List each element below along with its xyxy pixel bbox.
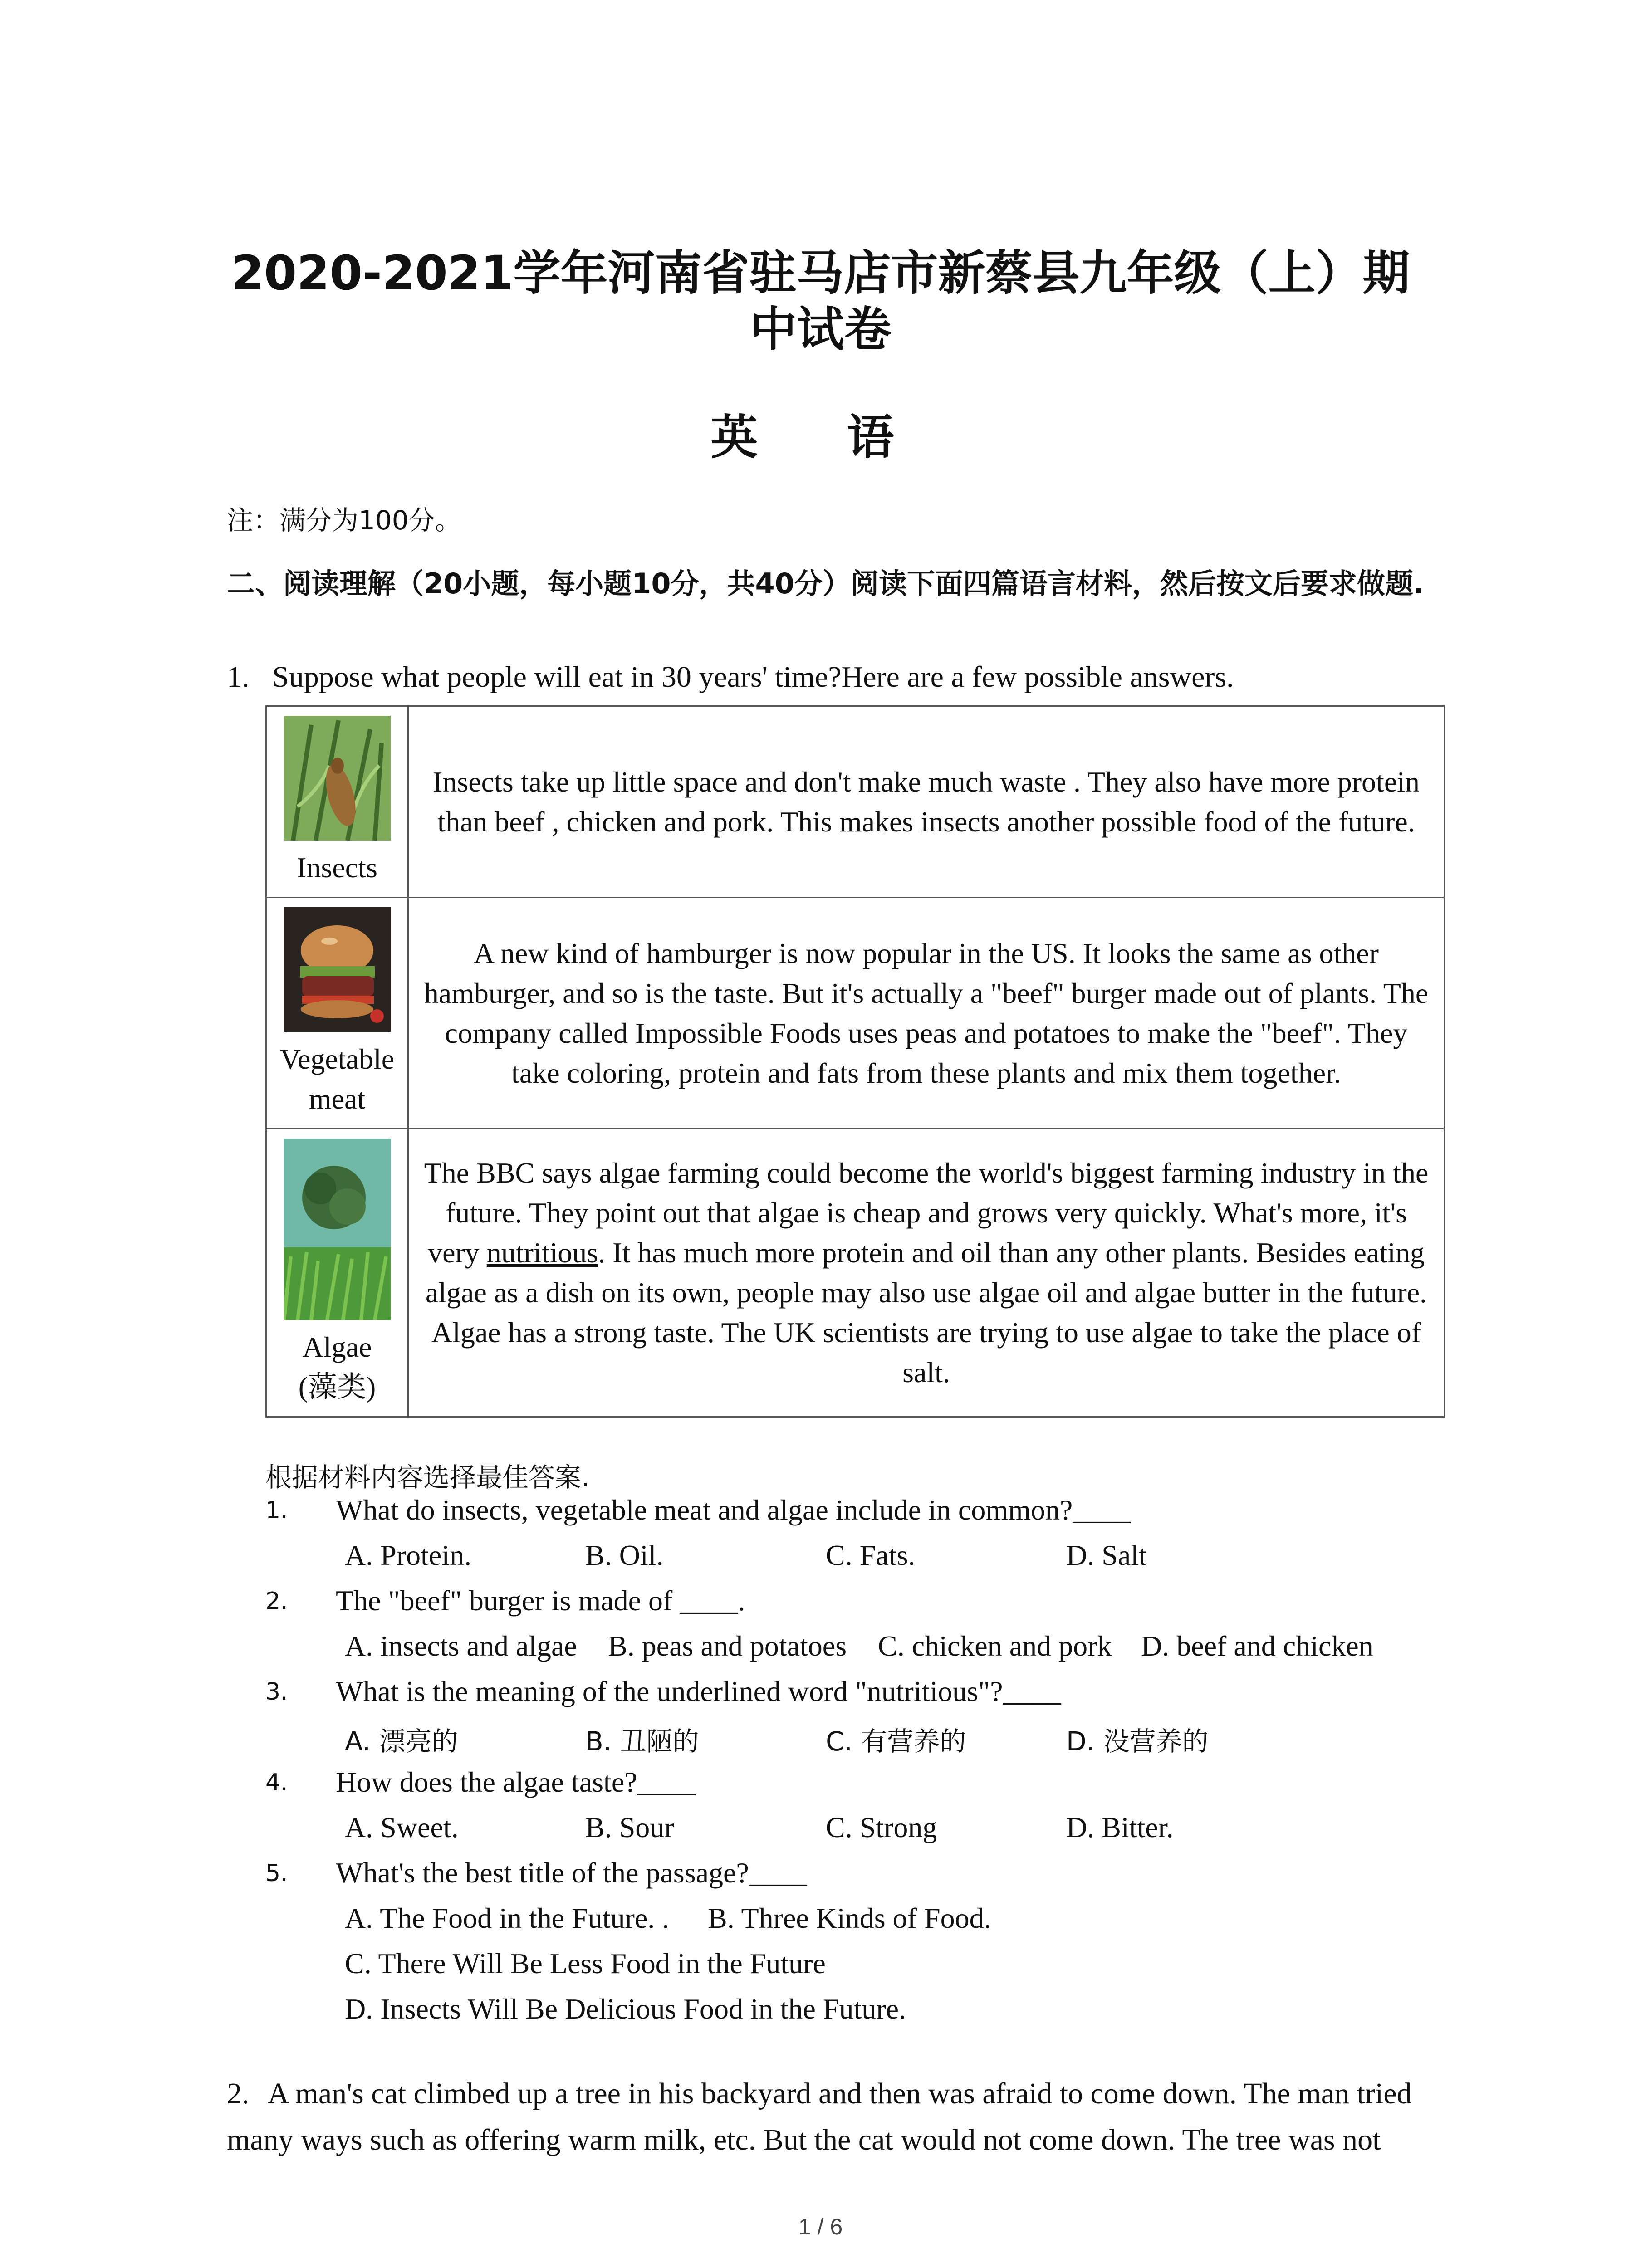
option-a[interactable]: A. The Food in the Future. . <box>345 1902 670 1934</box>
option-d[interactable]: D. Bitter. <box>1066 1811 1174 1843</box>
table-row <box>266 898 1445 1129</box>
option-d[interactable]: D. beef and chicken <box>1141 1630 1373 1662</box>
option-a[interactable]: A. insects and algae <box>345 1630 577 1662</box>
image-cell <box>266 898 408 1129</box>
sub-question-number: 5. <box>265 1860 288 1887</box>
question-number: 1. <box>227 660 250 694</box>
option-c[interactable]: C. chicken and pork <box>878 1630 1112 1662</box>
option-c[interactable]: C. There Will Be Less Food in the Future <box>345 1947 826 1980</box>
question-number: 2. <box>227 2077 250 2110</box>
text-cell: A new kind of hamburger is now popular in the US. It looks the same as other hamburger, and so is the taste. But it's actually a "beef" burger made out of plants. The company called Impossible Foods uses peas and potatoes to make the "beef". They take coloring, protein and fats from these plants and mix them together. <box>408 898 1445 1129</box>
underlined-word: nutritious <box>486 1237 598 1269</box>
sub-question-text: The "beef" burger is made of ____. <box>336 1584 745 1617</box>
score-note: 注：满分为100分。 <box>227 505 461 536</box>
image-cell <box>266 706 408 898</box>
option-b[interactable]: B. Sour <box>585 1811 674 1843</box>
option-c[interactable]: C. Strong <box>826 1811 937 1843</box>
algae-photo <box>284 1139 391 1320</box>
sub-question-text: What do insects, vegetable meat and algae include in common?____ <box>336 1494 1131 1526</box>
section-heading: 二、阅读理解（20小题，每小题10分，共40分）阅读下面四篇语言材料，然后按文后要求做题. <box>227 567 1424 600</box>
option-a[interactable]: A. Protein. <box>345 1539 472 1571</box>
row-label: Insects <box>297 851 377 884</box>
text-cell: Insects take up little space and don't make much waste . They also have more protein than beef , chicken and pork. This makes insects another possible food of the future. <box>408 706 1445 898</box>
option-d[interactable]: D. Insects Will Be Delicious Food in the Future. <box>345 1993 906 2025</box>
instruction-text: 根据材料内容选择最佳答案. <box>265 1462 590 1493</box>
grasshopper-photo <box>284 716 391 841</box>
page-number: 1 / 6 <box>798 2214 843 2239</box>
image-cell <box>266 1129 408 1417</box>
sub-question-number: 2. <box>265 1588 288 1615</box>
passage-text-part: The BBC says algae farming could become the world's biggest farming industry in the future. They point out that algae is cheap and grows very quickly. What's more, it's very <box>424 1157 1429 1269</box>
row-label: Vegetable meat <box>279 1043 395 1115</box>
table-row <box>266 1129 1445 1417</box>
option-b[interactable]: B. Three Kinds of Food. <box>708 1902 991 1934</box>
option-b[interactable]: B. peas and potatoes <box>608 1630 847 1662</box>
question-1-intro <box>227 660 1234 694</box>
sub-question-number: 3. <box>265 1678 288 1706</box>
row-label: Algae (藻类) <box>298 1331 376 1403</box>
question-intro-text: Suppose what people will eat in 30 years' time?Here are a few possible answers. <box>272 660 1234 694</box>
title-line-1: 2020-2021学年河南省驻马店市新蔡县九年级（上）期 <box>231 245 1410 301</box>
reading-passage-table <box>265 705 1445 1418</box>
document-title <box>136 245 1505 357</box>
option-b[interactable]: B. 丑陋的 <box>585 1726 699 1757</box>
sub-question-text: What's the best title of the passage?____ <box>336 1857 807 1889</box>
subject-heading: 英 语 <box>710 410 931 465</box>
option-d[interactable]: D. Salt <box>1066 1539 1147 1571</box>
sub-question-number: 1. <box>265 1497 288 1524</box>
option-c[interactable]: C. Fats. <box>826 1539 916 1571</box>
option-a[interactable]: A. Sweet. <box>345 1811 459 1843</box>
text-cell <box>408 1129 1445 1417</box>
burger-photo <box>284 907 391 1032</box>
sub-question-text: What is the meaning of the underlined word "nutritious"?____ <box>336 1675 1061 1707</box>
option-c[interactable]: C. 有营养的 <box>826 1726 966 1757</box>
table-row <box>266 706 1445 898</box>
title-line-2: 中试卷 <box>749 302 892 357</box>
option-a[interactable]: A. 漂亮的 <box>345 1726 458 1757</box>
question-text: A man's cat climbed up a tree in his backyard and then was afraid to come down. The man tried many ways such as offering warm milk, etc. But the cat would not come down. The tree was not <box>227 2077 1412 2156</box>
sub-question-text: How does the algae taste?____ <box>336 1766 696 1798</box>
passage-text-part: . It has much more protein and oil than any other plants. Besides eating algae as a dish on its own, people may also use algae oil and algae butter in the future. Algae has a strong taste. The UK scientists are trying to use algae to take the place of salt. <box>425 1237 1427 1388</box>
question-2-paragraph <box>227 2071 1443 2163</box>
option-b[interactable]: B. Oil. <box>585 1539 664 1571</box>
option-d[interactable]: D. 没营养的 <box>1066 1726 1209 1757</box>
sub-question-number: 4. <box>265 1769 288 1796</box>
